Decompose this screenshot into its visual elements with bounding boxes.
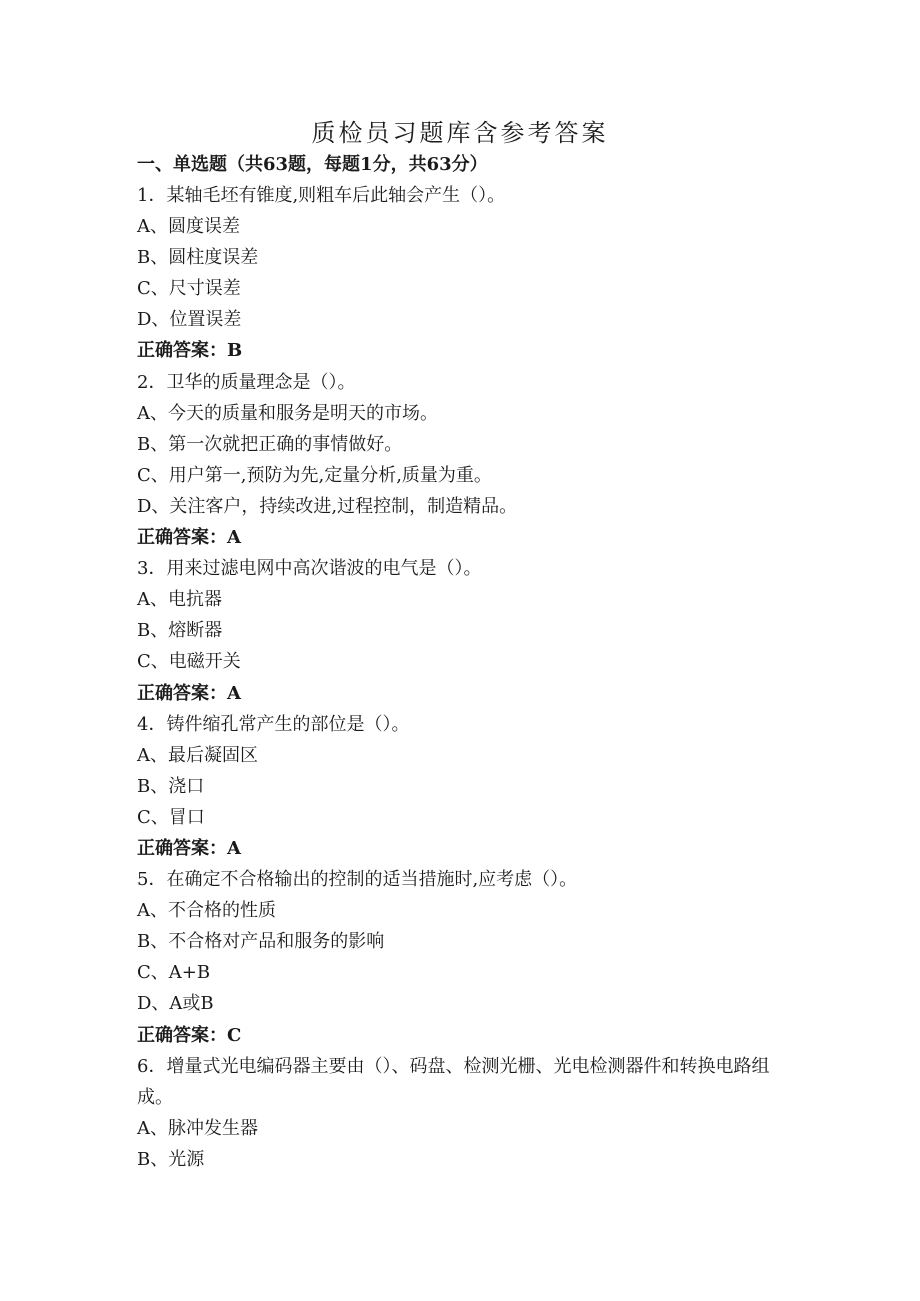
option: C、用户第一,预防为先,定量分析,质量为重。	[137, 464, 492, 486]
option: B、圆柱度误差	[137, 247, 259, 269]
option: A、圆度误差	[137, 216, 240, 238]
option: A、不合格的性质	[137, 900, 276, 922]
option: D、A或B	[137, 993, 214, 1015]
correct-answer	[137, 833, 787, 864]
correct-answer	[137, 678, 787, 709]
answer-label: 正确答案：	[137, 837, 227, 859]
answer-label: 正确答案：	[137, 682, 227, 704]
question-stem: 2．卫华的质量理念是（）。	[137, 371, 356, 393]
option: D、位置误差	[137, 309, 242, 331]
option: D、关注客户，持续改进,过程控制，制造精品。	[137, 495, 518, 517]
answer-value: A	[227, 682, 241, 704]
option: C、A+B	[137, 962, 211, 984]
option: B、第一次就把正确的事情做好。	[137, 433, 403, 455]
correct-answer	[137, 335, 787, 366]
correct-answer	[137, 522, 787, 553]
answer-label: 正确答案：	[137, 527, 227, 549]
question-stem: 6．增量式光电编码器主要由（）、码盘、检测光栅、光电检测器件和转换电路组成。	[137, 1055, 770, 1108]
section-heading: 一、单选题（共63题，每题1分，共63分）	[137, 154, 488, 175]
answer-value: B	[227, 340, 243, 362]
correct-answer	[137, 1020, 787, 1051]
option: C、冒口	[137, 806, 205, 828]
option: B、不合格对产品和服务的影响	[137, 931, 385, 953]
question-stem: 4．铸件缩孔常产生的部位是（）。	[137, 713, 410, 735]
option: B、熔断器	[137, 620, 223, 642]
document-title: 质检员习题库含参考答案	[311, 119, 609, 147]
option: A、今天的质量和服务是明天的市场。	[137, 402, 438, 424]
answer-label: 正确答案：	[137, 340, 227, 362]
answer-value: A	[227, 527, 241, 549]
answer-value: A	[227, 837, 241, 859]
option: C、尺寸误差	[137, 278, 241, 300]
question-stem: 5．在确定不合格输出的控制的适当措施时,应考虑（）。	[137, 869, 578, 891]
question-stem: 3．用来过滤电网中高次谐波的电气是（）。	[137, 558, 482, 580]
question-stem: 1．某轴毛坯有锥度,则粗车后此轴会产生（）。	[137, 185, 506, 206]
option: A、电抗器	[137, 589, 222, 611]
question-list	[137, 180, 787, 1175]
option: B、光源	[137, 1148, 205, 1170]
option: C、电磁开关	[137, 651, 241, 673]
option: A、最后凝固区	[137, 744, 258, 766]
answer-label: 正确答案：	[137, 1024, 227, 1046]
option: A、脉冲发生器	[137, 1117, 258, 1139]
option: B、浇口	[137, 775, 205, 797]
answer-value: C	[227, 1024, 242, 1046]
